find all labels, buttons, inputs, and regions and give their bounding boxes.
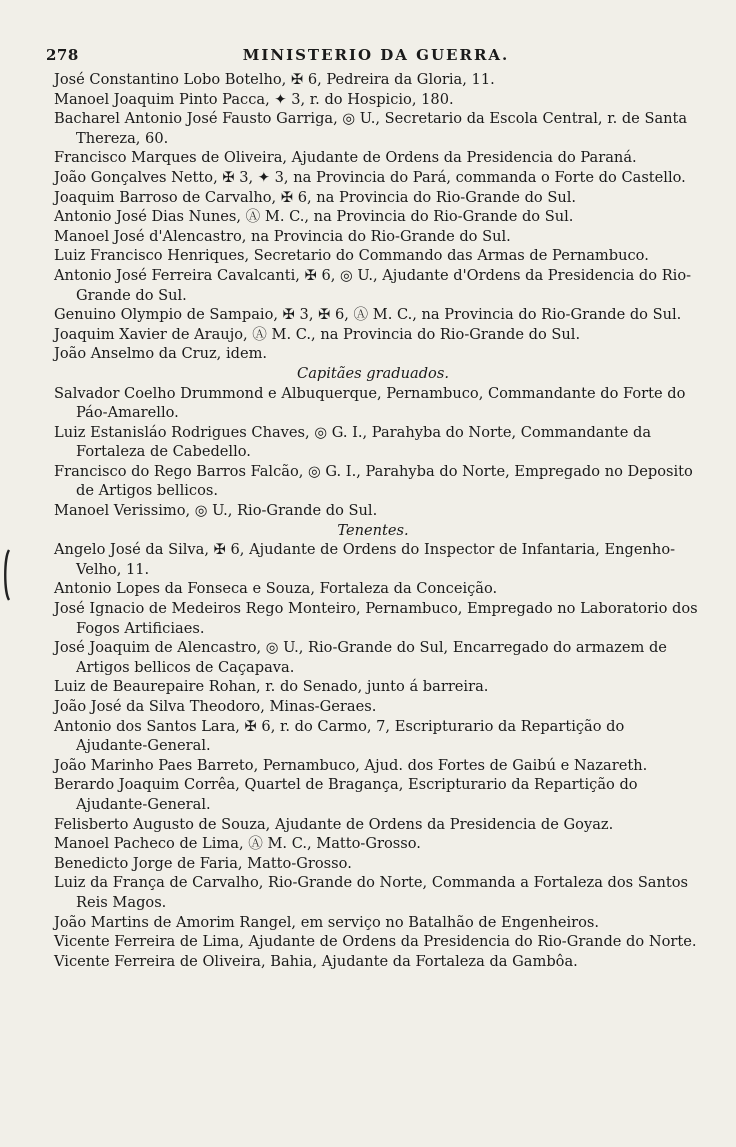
list-entry: Genuino Olympio de Sampaio, ✠ 3, ✠ 6, Ⓐ M. C., na Provincia do Rio-Grande do Sul. (54, 306, 682, 324)
list-entry: Joaquim Xavier de Araujo, Ⓐ M. C., na Provincia do Rio-Grande do Sul. (54, 325, 581, 343)
list-entry: Manoel José d'Alencastro, na Provincia do Rio-Grande do Sul. (54, 227, 511, 245)
list-entry: Salvador Coelho Drummond e Albuquerque, Pernambuco, Commandante do Forte do Páo-Amarello. (54, 384, 686, 422)
running-title: MINISTERIO DA GUERRA. (242, 46, 510, 64)
list-entry: José Ignacio de Medeiros Rego Monteiro, Pernambuco, Empregado no Laboratorio dos Fogos Artificiaes. (54, 600, 698, 637)
list-entry: Antonio José Ferreira Cavalcanti, ✠ 6, ◎ U., Ajudante d'Ordens da Presidencia do Rio-Grande do Sul. (54, 266, 692, 304)
section-heading: Tenentes. (337, 521, 409, 539)
list-entry: Luiz Estanisláo Rodrigues Chaves, ◎ G. I., Parahyba do Norte, Commandante da Fortaleza de Cabedello. (54, 423, 652, 461)
section-heading: Capitães graduados. (297, 364, 449, 382)
page-header (46, 46, 706, 66)
list-entry: Joaquim Barroso de Carvalho, ✠ 6, na Provincia do Rio-Grande do Sul. (54, 188, 577, 206)
list-entry: Francisco do Rego Barros Falcão, ◎ G. I., Parahyba do Norte, Empregado no Deposito de Artigos bellicos. (54, 462, 693, 500)
list-entry: João Gonçalves Netto, ✠ 3, ✦ 3, na Provincia do Pará, commanda o Forte do Castello. (54, 168, 686, 186)
list-entry: Vicente Ferreira de Oliveira, Bahia, Ajudante da Fortaleza da Gambôa. (54, 952, 578, 970)
list-entry: Berardo Joaquim Corrêa, Quartel de Bragança, Escripturario da Repartição do Ajudante-General. (54, 776, 638, 813)
list-entry: José Constantino Lobo Botelho, ✠ 6, Pedreira da Gloria, 11. (54, 71, 495, 88)
list-entry: Benedicto Jorge de Faria, Matto-Grosso. (54, 854, 352, 872)
list-entry: Antonio dos Santos Lara, ✠ 6, r. do Carmo, 7, Escripturario da Repartição do Ajudante-General. (54, 717, 625, 755)
list-entry: Manoel Joaquim Pinto Pacca, ✦ 3, r. do Hospicio, 180. (54, 90, 454, 108)
list-entry: Luiz Francisco Henriques, Secretario do Commando das Armas de Pernambuco. (54, 247, 649, 265)
list-entry: Luiz de Beaurepaire Rohan, r. do Senado, junto á barreira. (54, 678, 489, 696)
list-entry: João Anselmo da Cruz, idem. (54, 345, 268, 363)
list-entry: Luiz da França de Carvalho, Rio-Grande do Norte, Commanda a Fortaleza dos Santos Reis Magos. (54, 874, 689, 911)
margin-bracket-mark (2, 548, 12, 602)
list-body (48, 70, 698, 971)
list-entry: João José da Silva Theodoro, Minas-Geraes. (54, 698, 377, 715)
list-entry: João Martins de Amorim Rangel, em serviço no Batalhão de Engenheiros. (54, 913, 600, 931)
list-entry: Manoel Pacheco de Lima, Ⓐ M. C., Matto-Grosso. (54, 835, 421, 853)
list-entry: Antonio Lopes da Fonseca e Souza, Fortaleza da Conceição. (54, 580, 498, 598)
list-entry: João Marinho Paes Barreto, Pernambuco, Ajud. dos Fortes de Gaibú e Nazareth. (54, 756, 648, 774)
list-entry: Francisco Marques de Oliveira, Ajudante de Ordens da Presidencia do Paraná. (54, 149, 637, 167)
list-entry: Antonio José Dias Nunes, Ⓐ M. C., na Provincia do Rio-Grande do Sul. (54, 208, 574, 226)
list-entry: Felisberto Augusto de Souza, Ajudante de Ordens da Presidencia de Goyaz. (54, 815, 614, 833)
list-entry: Angelo José da Silva, ✠ 6, Ajudante de Ordens do Inspector de Infantaria, Engenho-Velho, 11. (54, 541, 676, 578)
list-entry: José Joaquim de Alencastro, ◎ U., Rio-Grande do Sul, Encarregado do armazem de Artigos bellicos de Caçapava. (54, 639, 667, 676)
page-number: 278 (46, 46, 79, 64)
list-entry: Vicente Ferreira de Lima, Ajudante de Ordens da Presidencia do Rio-Grande do Norte. (54, 933, 697, 951)
list-entry: Bacharel Antonio José Fausto Garriga, ◎ U., Secretario da Escola Central, r. de Santa Thereza, 60. (54, 110, 688, 147)
list-entry: Manoel Verissimo, ◎ U., Rio-Grande do Sul. (54, 502, 378, 520)
